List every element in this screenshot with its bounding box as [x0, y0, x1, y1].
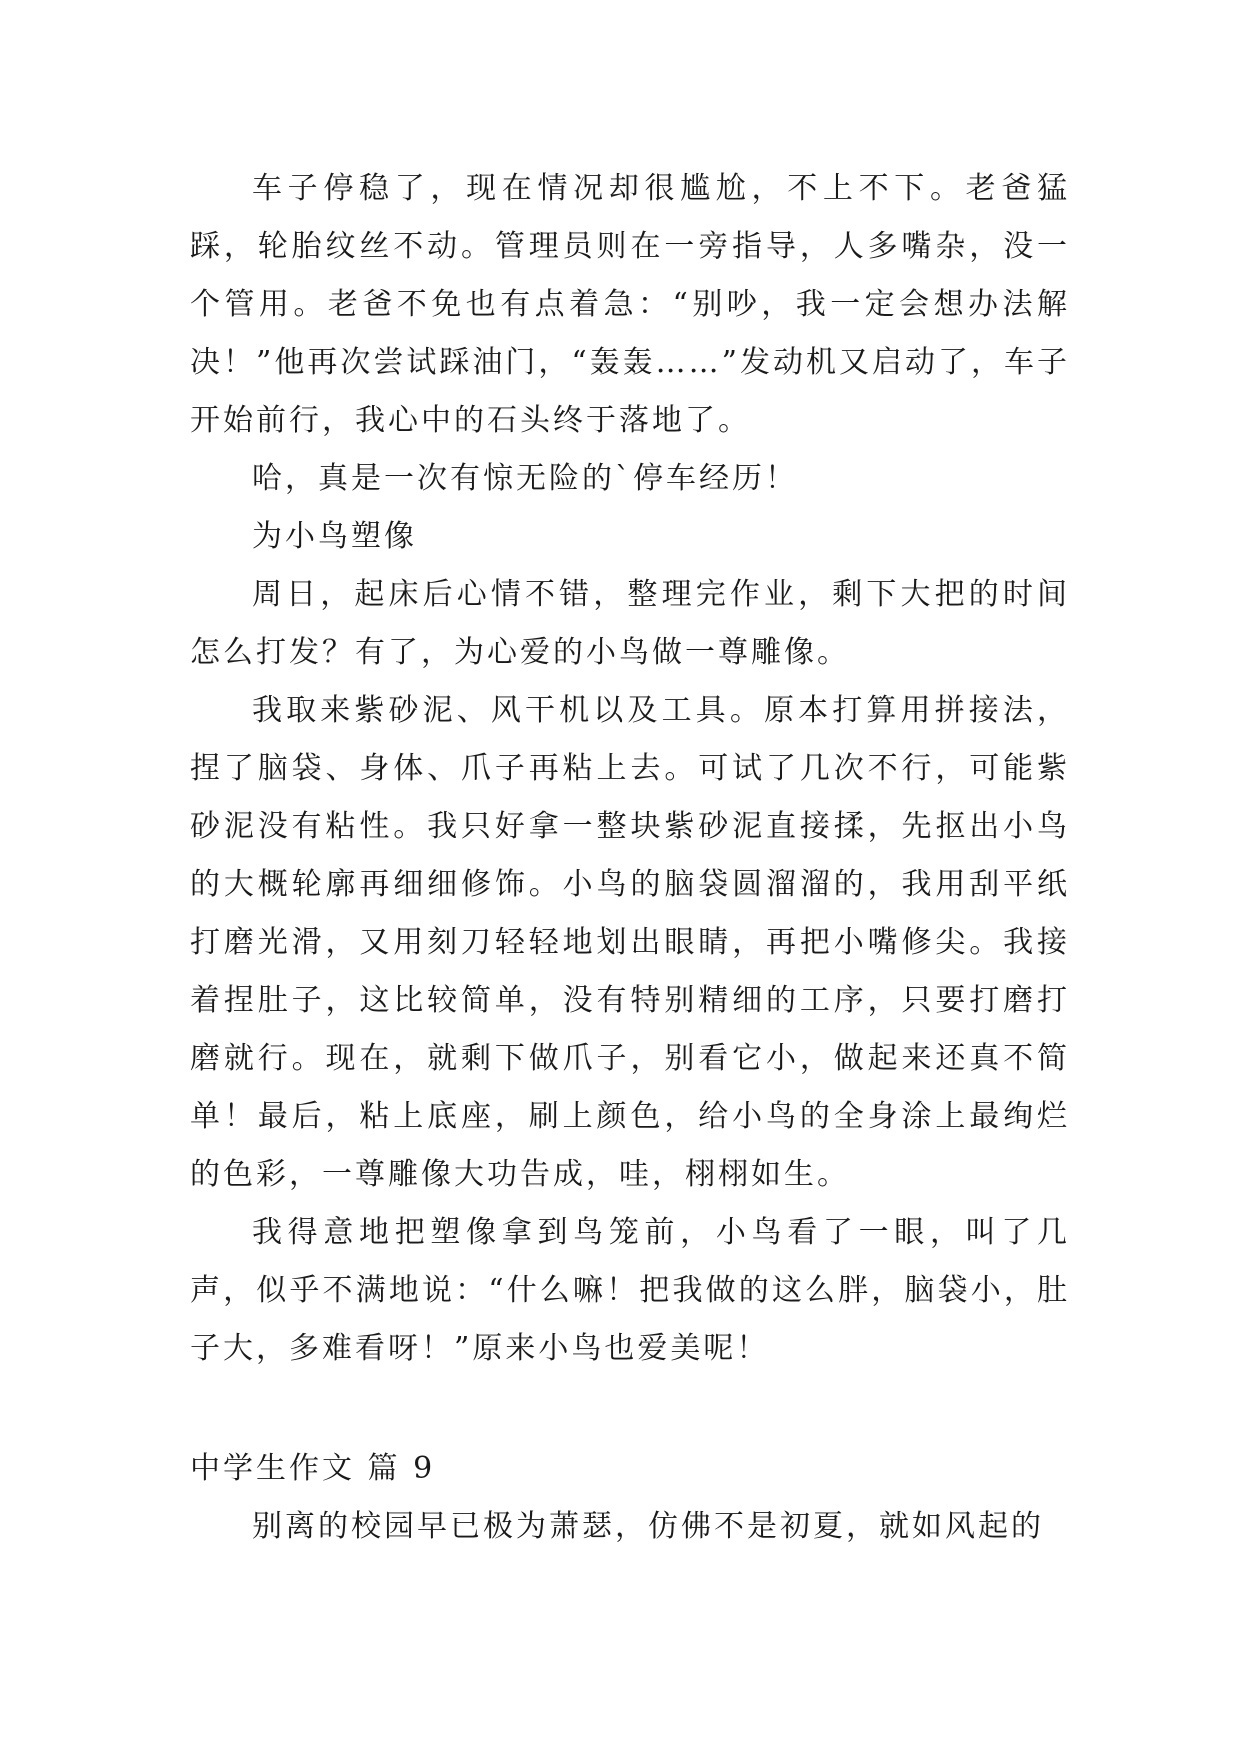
paragraph: 车子停稳了，现在情况却很尴尬，不上不下。老爸猛踩，轮胎纹丝不动。管理员则在一旁指导，人多嘴杂，没一个管用。老爸不免也有点着急：“别吵，我一定会想办法解决！”他再次尝试踩油门，“轰轰……”发动机又启动了，车子开始前行，我心中的石头终于落地了。	[190, 171, 1071, 438]
paragraph: 我得意地把塑像拿到鸟笼前，小鸟看了一眼，叫了几声，似乎不满地说：“什么嘛！把我做的这么胖，脑袋小，肚子大，多难看呀！”原来小鸟也爱美呢！	[190, 1215, 1070, 1366]
essay-body	[190, 160, 1070, 1378]
paragraph: 别离的校园早已极为萧瑟，仿佛不是初夏，就如风起的	[252, 1509, 1044, 1544]
section-title: 中学生作文 篇 9	[190, 1451, 436, 1486]
essay-body-next	[190, 1498, 1070, 1556]
paragraph: 周日，起床后心情不错，整理完作业，剩下大把的时间怎么打发？有了，为心爱的小鸟做一尊雕像。	[190, 577, 1070, 670]
essay-title: 为小鸟塑像	[252, 519, 417, 554]
paragraph: 我取来紫砂泥、风干机以及工具。原本打算用拼接法，捏了脑袋、身体、爪子再粘上去。可试了几次不行，可能紫砂泥没有粘性。我只好拿一整块紫砂泥直接揉，先抠出小鸟的大概轮廓再细细修饰。小鸟的脑袋圆溜溜的，我用刮平纸打磨光滑，又用刻刀轻轻地划出眼睛，再把小嘴修尖。我接着捏肚子，这比较简单，没有特别精细的工序，只要打磨打磨就行。现在，就剩下做爪子，别看它小，做起来还真不简单！最后，粘上底座，刷上颜色，给小鸟的全身涂上最绚烂的色彩，一尊雕像大功告成，哇，栩栩如生。	[190, 693, 1070, 1192]
paragraph: 哈，真是一次有惊无险的`停车经历！	[252, 461, 798, 496]
